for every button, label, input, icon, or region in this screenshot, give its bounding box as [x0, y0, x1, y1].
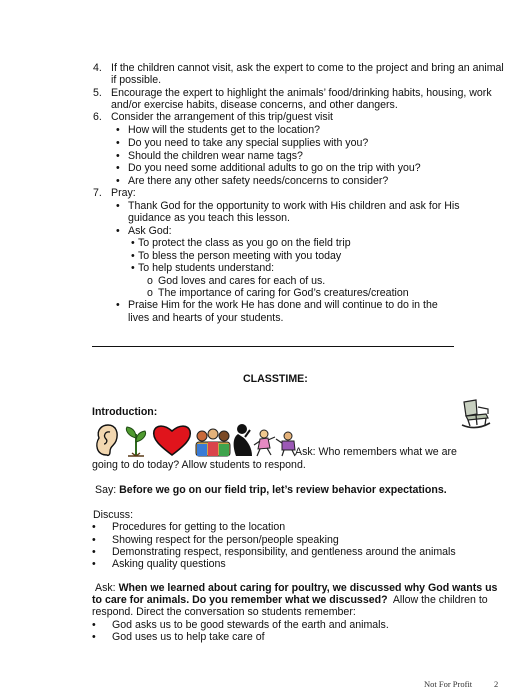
bullet-dot: • — [92, 521, 96, 533]
bullet-dot: • — [131, 262, 135, 274]
item-5-line-1: Encourage the expert to highlight the animals’ food/drinking habits, housing, work — [111, 87, 492, 99]
item-6-bullet-4: Do you need some additional adults to go on the trip with you? — [128, 162, 421, 174]
ask2-line-1 — [95, 582, 497, 594]
item-4-line-2: if possible. — [111, 74, 162, 86]
ask2-label: Ask: — [95, 582, 116, 594]
ear-icon — [97, 425, 117, 455]
bullet-dot: • — [116, 200, 120, 212]
classtime-heading: CLASSTIME: — [243, 373, 308, 385]
ask2-plain-2: Allow the children to — [392, 594, 488, 606]
ask2-line-3: respond. Direct the conversation so students remember: — [92, 606, 356, 618]
ask-god-subsub-1: God loves and cares for each of us. — [158, 275, 326, 287]
item-6-bullet-2: Do you need to take any special supplies with you? — [128, 137, 369, 149]
pray-praise-line-1: Praise Him for the work He has done and will continue to do in the — [128, 299, 438, 311]
bullet-dot: • — [116, 225, 120, 237]
bullet-dot: • — [116, 150, 120, 162]
intro-icon-strip — [92, 422, 300, 458]
item-7-label: Pray: — [111, 187, 136, 199]
bullet-dot: • — [92, 546, 96, 558]
say-label: Say: — [95, 484, 117, 496]
pray-praise-line-2: lives and hearts of your students. — [128, 312, 284, 324]
ask-god-sub-1: To protect the class as you go on the field trip — [138, 237, 351, 249]
item-4-number: 4. — [93, 62, 102, 74]
discuss-item-4: Asking quality questions — [112, 558, 226, 570]
item-4-line-1: If the children cannot visit, ask the expert to come to the project and bring an animal — [111, 62, 504, 74]
ask2-bold-2: to care for animals. Do you remember what we discussed? — [92, 594, 388, 606]
pray-thank-line-1: Thank God for the opportunity to work with His children and ask for His — [128, 200, 460, 212]
intro-ask-line-1: Ask: Who remembers what we are — [295, 446, 457, 458]
bullet-dot: • — [92, 558, 96, 570]
plant-sprout-icon — [126, 427, 145, 456]
bullet-dot: • — [131, 250, 135, 262]
bullet-dot: • — [116, 175, 120, 187]
item-6-text: Consider the arrangement of this trip/guest visit — [111, 111, 333, 123]
footer-label: Not For Profit — [424, 679, 473, 689]
discuss-item-1: Procedures for getting to the location — [112, 521, 286, 533]
bullet-dot: • — [116, 162, 120, 174]
page-number: 2 — [494, 679, 499, 689]
discuss-label: Discuss: — [93, 509, 134, 521]
bullet-dot: • — [116, 299, 120, 311]
item-5-number: 5. — [93, 87, 102, 99]
introduction-label: Introduction: — [92, 406, 158, 418]
heart-icon — [154, 426, 191, 455]
item-7-number: 7. — [93, 187, 102, 199]
section-divider — [92, 346, 454, 347]
bullet-dot: • — [116, 124, 120, 136]
final-item-2: God uses us to help take care of — [112, 631, 265, 643]
item-6-bullet-5: Are there any other safety needs/concerns to consider? — [128, 175, 389, 187]
rocking-chair-icon — [458, 398, 492, 430]
bullet-circle: o — [147, 275, 153, 287]
pray-thank-line-2: guidance as you teach this lesson. — [128, 212, 290, 224]
bullet-dot: • — [92, 631, 96, 643]
bullet-dot: • — [92, 534, 96, 546]
final-item-1: God asks us to be good stewards of the earth and animals. — [112, 619, 389, 631]
bullet-dot: • — [92, 619, 96, 631]
praying-figure-icon — [234, 424, 252, 456]
discuss-item-3: Demonstrating respect, responsibility, and gentleness around the animals — [112, 546, 456, 558]
intro-ask-line-2: going to do today? Allow students to respond. — [92, 459, 306, 471]
children-group-icon — [196, 429, 230, 456]
say-text: Before we go on our field trip, let’s review behavior expectations. — [119, 484, 447, 496]
ask-god-sub-3: To help students understand: — [138, 262, 275, 274]
bullet-dot: • — [116, 137, 120, 149]
bullet-circle: o — [147, 287, 153, 299]
ask-god-subsub-2: The importance of caring for God’s creatures/creation — [158, 287, 409, 299]
say-line — [95, 484, 447, 496]
ask-god-sub-2: To bless the person meeting with you today — [138, 250, 342, 262]
item-5-line-2: and/or exercise habits, disease concerns, and other dangers. — [111, 99, 398, 111]
item-6-bullet-3: Should the children wear name tags? — [128, 150, 303, 162]
ask2-line-2 — [92, 594, 488, 606]
item-6-number: 6. — [93, 111, 102, 123]
children-playing-icon — [254, 430, 295, 456]
ask2-bold-1: When we learned about caring for poultry, we discussed why God wants us — [118, 582, 498, 594]
item-6-bullet-1: How will the students get to the location? — [128, 124, 320, 136]
pray-ask-god: Ask God: — [128, 225, 172, 237]
discuss-item-2: Showing respect for the person/people speaking — [112, 534, 339, 546]
bullet-dot: • — [131, 237, 135, 249]
